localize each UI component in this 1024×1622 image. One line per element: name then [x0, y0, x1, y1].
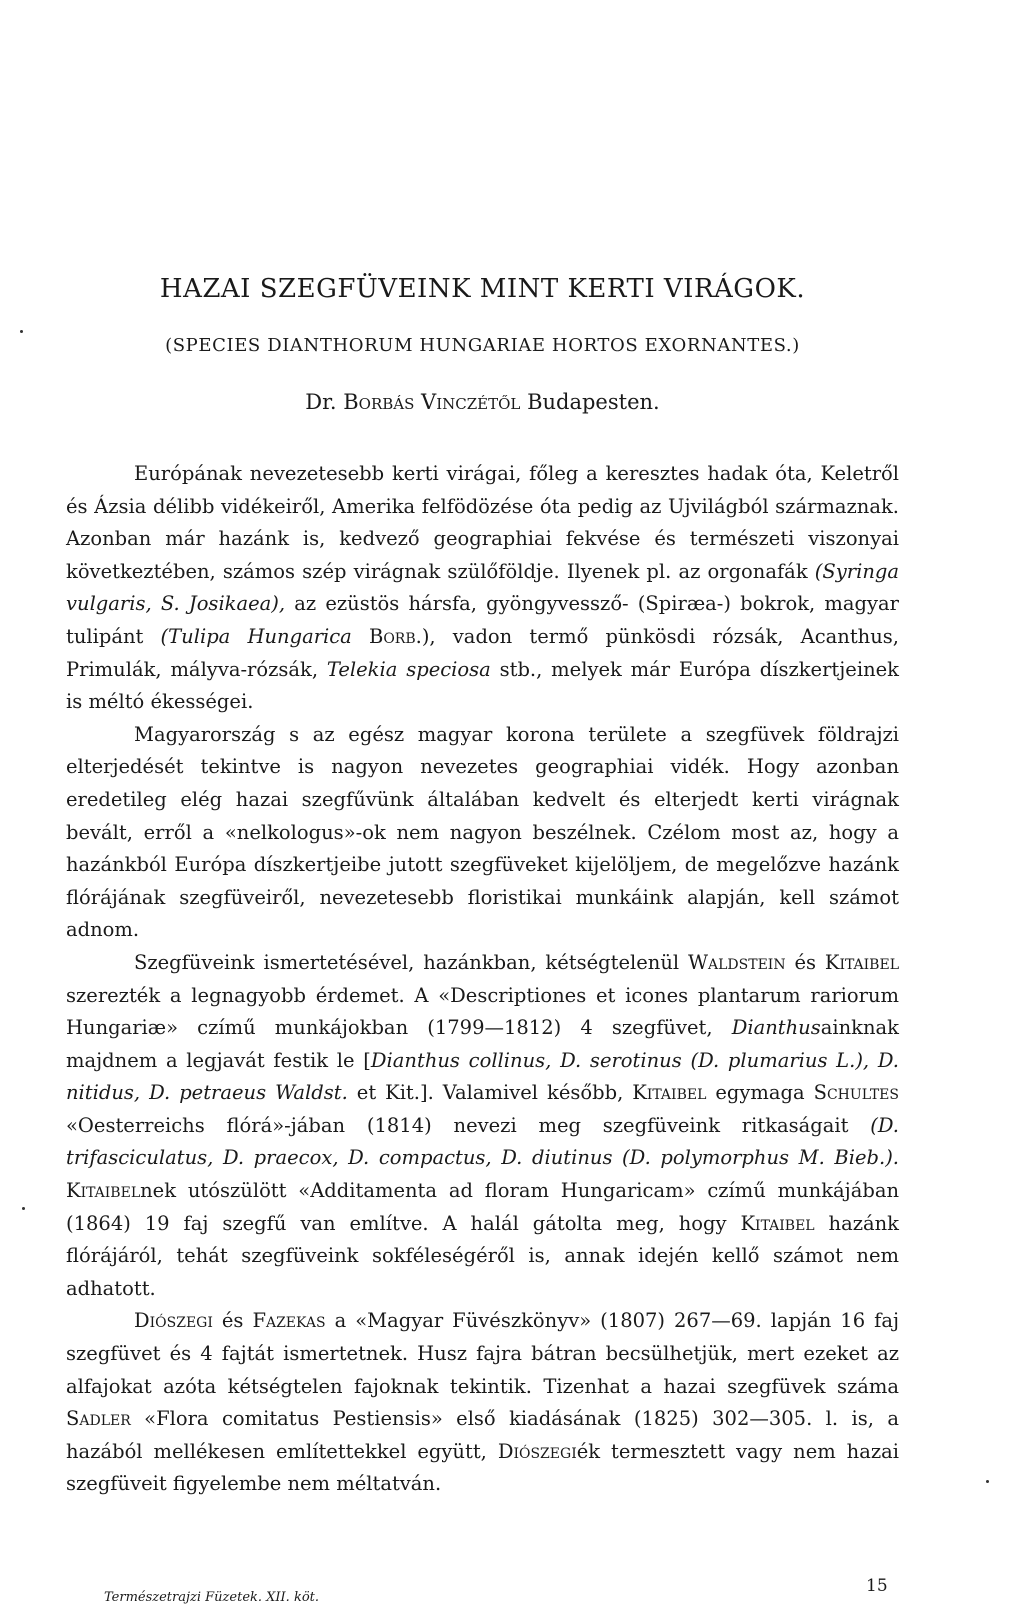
p4-name-sadler: Sadler [66, 1407, 131, 1431]
p1-text-c: az ezüstös hársfa, gyöngyvessző- (Spiræa-) bokrok, magyar tulipánt [66, 592, 899, 648]
p1-author-borb: Borb. [368, 624, 422, 648]
p3-text-m: «Oesterreichs flórá»-jában (1814) nevezi meg szegfüveink ritkaságait [66, 1113, 871, 1137]
p3-text-g: ainknak majdnem a legjavát festik le [ [66, 1016, 899, 1072]
author-place: Budapesten. [520, 390, 660, 414]
p3-text-k: egymaga [706, 1081, 814, 1105]
author-line [66, 390, 899, 414]
p3-taxa-list-2: (D. trifasciculatus, D. praecox, D. compactus, D. diutinus (D. polymorphus M. Bieb.). [66, 1113, 899, 1170]
p3-text-i: et Kit.]. Valamivel később, [347, 1081, 633, 1105]
paragraph-3 [66, 947, 899, 1306]
scan-speck [20, 330, 23, 333]
page-number: 15 [866, 1576, 888, 1596]
p4-text-b: és [212, 1309, 253, 1333]
document-page [66, 0, 899, 1622]
scan-speck [22, 1207, 25, 1210]
paragraph-1 [66, 458, 899, 719]
p1-text-f: ), vadon termő pünkösdi rózsák, Acanthus, Primulák, mályva-rózsák, [66, 624, 900, 681]
p3-name-waldstein: Waldstein [687, 950, 786, 974]
p3-name-kitaibel-1: Kitaibel [824, 950, 899, 974]
p1-text-a: Európának nevezetesebb kerti virágai, főleg a keresztes hadak óta, Keletről és Ázsia délibb vidékeiről, Amerika felfödözése óta pedig az Ujvilágból származnak. Azonban már hazánk is, kedvező geographiai fekvése és természeti viszonyai következtében, számos szép virágnak szülőföldje. Ilyenek pl. az orgonafák [66, 462, 899, 583]
p3-name-kitaibel-4: Kitaibel [740, 1211, 815, 1235]
p3-text-c: és [785, 950, 825, 974]
author-name: Borbás Vinczétől [343, 390, 521, 414]
p3-name-schultes: Schultes [813, 1081, 899, 1105]
p3-taxon-dianthus: Dianthus [731, 1016, 821, 1040]
p1-text-h: stb., melyek már Európa díszkertjeinek is méltó ékességei. [66, 657, 899, 714]
journal-footer: Természetrajzi Füzetek. XII. köt. [104, 1590, 320, 1605]
p4-text-d: a «Magyar Füvészkönyv» (1807) 267—69. lapján 16 faj szegfüvet és 4 fajtát ismertetnek. Husz fajra bátran becsülhetjük, mert ezeket az alfajokat azóta kétségtelen fajoknak tekintik. Tizenhat a hazai szegfüvek száma [66, 1309, 899, 1398]
p3-text-a: Szegfüveink ismertetésével, hazánkban, kétségtelenül [134, 950, 688, 974]
p3-name-kitaibel-3: Kitaibel [66, 1179, 141, 1203]
p3-text-e: szerezték a legnagyobb érdemet. A «Descriptiones et icones plantarum rariorum Hungariæ» czímű munkájokban (1799—1812) 4 szegfüvet, [66, 983, 899, 1040]
p3-text-s: hazánk flórájáról, tehát szegfüveink sokféleségéről is, annak idején kellő számot nem adhatott. [66, 1211, 899, 1300]
p4-name-dioszegi-1: Diószegi [134, 1309, 213, 1333]
p4-name-fazekas: Fazekas [252, 1309, 326, 1333]
p3-text-q: nek utószülött «Additamenta ad floram Hungaricam» czímű munkájában (1864) 19 faj szegfű van említve. A halál gátolta meg, hogy [66, 1179, 899, 1235]
article-subtitle: (SPECIES DIANTHORUM HUNGARIAE HORTOS EXORNANTES.) [165, 335, 800, 356]
p4-text-h: ék termesztett vagy nem hazai szegfüveit figyelembe nem méltatván. [66, 1439, 899, 1496]
p4-text-f: «Flora comitatus Pestiensis» első kiadásának (1825) 302—305. l. is, a hazából mellékesen említettekkel együtt, [66, 1407, 899, 1463]
article-title: HAZAI SZEGFÜVEINK MINT KERTI VIRÁGOK. [159, 274, 806, 304]
p1-taxon-syringa: (Syringa vulgaris, S. Josikaea), [66, 559, 899, 616]
p4-name-dioszegi-2: Diószegi [497, 1439, 577, 1463]
author-prefix: Dr. [305, 390, 344, 414]
p3-taxa-list-1: Dianthus collinus, D. serotinus (D. plumarius L.), D. nitidus, D. petraeus Waldst. [66, 1048, 899, 1105]
scan-speck [986, 1480, 989, 1483]
p1-taxon-tulipa: (Tulipa Hungarica [160, 624, 352, 648]
p1-taxon-telekia: Telekia speciosa [326, 657, 491, 681]
p3-name-kitaibel-2: Kitaibel [632, 1081, 707, 1105]
article-body [66, 458, 899, 1501]
paragraph-2: Magyarország s az egész magyar korona területe a szegfüvek földrajzi elterjedését tekintve is nagyon nevezetes geographiai vidék. Hogy azonban eredetileg elég hazai szegfűvünk általában kedvelt és elterjedt kerti virágnak bevált, erről a «nelkologus»-ok nem nagyon beszélnek. Czélom most az, hogy a hazánkból Európa díszkertjeibe jutott szegfüveket kijelöljem, de megelőzve hazánk flórájának szegfüveiről, nevezetesebb floristikai munkáink alapján, kell számot adnom. [66, 722, 899, 942]
paragraph-4 [66, 1305, 899, 1501]
